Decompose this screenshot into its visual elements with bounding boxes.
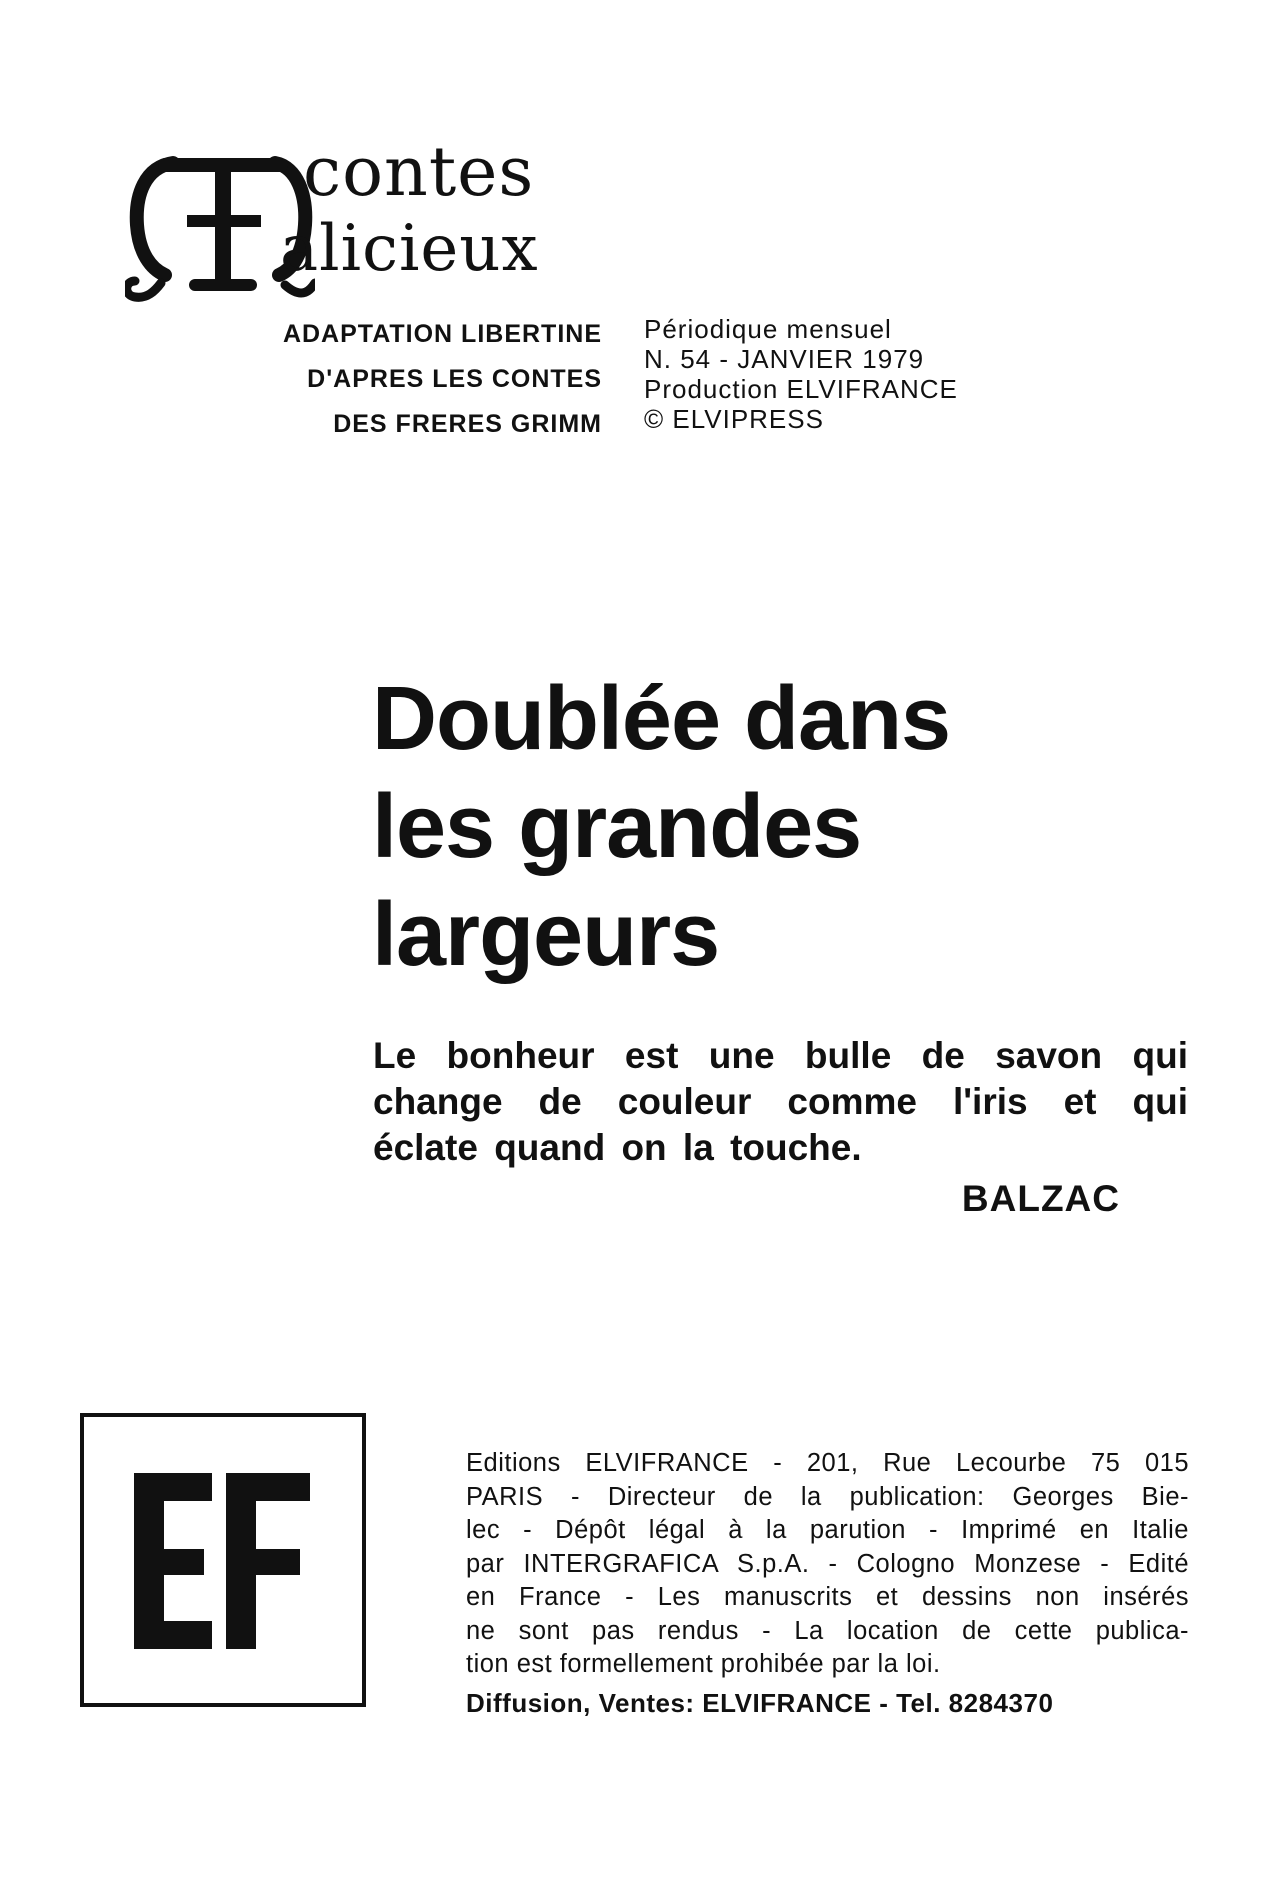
- epigraph-line: Le bonheur est une bulle de savon qui: [373, 1035, 1188, 1076]
- epigraph-author: BALZAC: [961, 1178, 1120, 1219]
- imprint-line: Editions ELVIFRANCE - 201, Rue Lecourbe 75 015: [466, 1449, 1189, 1477]
- imprint-line: par INTERGRAFICA S.p.A. - Cologno Monzese - Edité: [466, 1549, 1189, 1578]
- issue-number: N. 54 - JANVIER 1979: [644, 344, 925, 374]
- adaptation-line: DES FRERES GRIMM: [333, 410, 602, 438]
- diffusion-contact: Diffusion, Ventes: ELVIFRANCE - Tel. 8284370: [466, 1688, 1054, 1718]
- imprint-line: lec - Dépôt légal à la parution - Imprimé en Italie: [466, 1516, 1189, 1544]
- imprint-line: en France - Les manuscrits et dessins non insérés: [466, 1583, 1189, 1611]
- production-credit: Production ELVIFRANCE: [644, 374, 958, 404]
- imprint-line: tion est formellement prohibée par la loi.: [466, 1650, 941, 1678]
- title-line: Doublée dans: [372, 669, 951, 769]
- publication-info: [644, 314, 958, 434]
- contes-malicieux-logo: [125, 133, 605, 305]
- copyright-notice: © ELVIPRESS: [644, 404, 824, 434]
- adaptation-line: D'APRES LES CONTES: [307, 365, 602, 393]
- logo-word-contes: contes: [303, 133, 535, 212]
- adaptation-line: ADAPTATION LIBERTINE: [282, 320, 602, 348]
- legal-imprint: [466, 1447, 1189, 1682]
- title-line: les grandes: [372, 777, 862, 877]
- epigraph-line: change de couleur comme l'iris et qui: [373, 1081, 1188, 1122]
- imprint-line: PARIS - Directeur de la publication: Georges Bie-: [466, 1482, 1189, 1511]
- ef-logo-letters: [84, 1417, 362, 1703]
- title-line: largeurs: [372, 885, 720, 985]
- logo-word-alicieux: alicieux: [280, 212, 539, 286]
- publisher-logo-ef: [80, 1413, 366, 1707]
- publication-frequency: Périodique mensuel: [644, 314, 892, 344]
- imprint-line: ne sont pas rendus - La location de cette publica-: [466, 1616, 1189, 1645]
- epigraph-line: éclate quand on la touche.: [373, 1127, 862, 1168]
- adaptation-credit: [283, 312, 602, 447]
- epigraph-quote: [373, 1033, 1188, 1171]
- story-title: [372, 665, 950, 989]
